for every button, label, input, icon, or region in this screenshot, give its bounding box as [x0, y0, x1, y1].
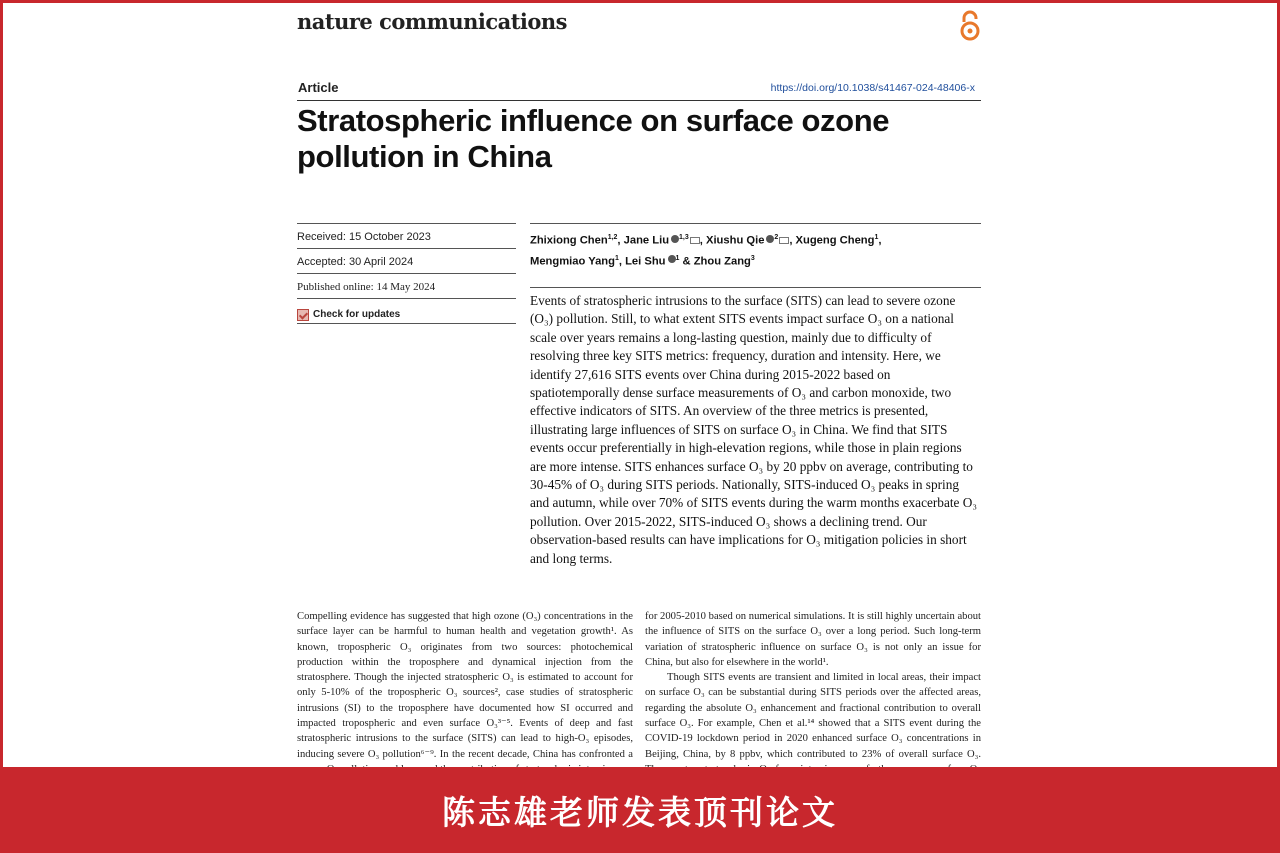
- author-name[interactable]: Mengmiao Yang: [530, 255, 615, 268]
- orcid-icon[interactable]: [671, 235, 679, 243]
- author-name[interactable]: , Xiushu Qie: [699, 234, 765, 247]
- publication-meta: [297, 223, 516, 324]
- accepted-date: Accepted: 30 April 2024: [297, 248, 516, 273]
- author-name[interactable]: Zhixiong Chen: [530, 234, 608, 247]
- author-affil: 2: [774, 234, 779, 241]
- check-updates-button[interactable]: [297, 298, 516, 323]
- author-affil: 1: [614, 254, 619, 262]
- journal-name: nature communications: [297, 9, 567, 34]
- orcid-icon[interactable]: [668, 255, 676, 263]
- received-date: Received: 15 October 2023: [297, 223, 516, 248]
- body-column-left: Compelling evidence has suggested that high ozone (O₃) concentrations in the surface layer can be harmful to human health and vegetation growth¹. As known, tropospheric O₃ originates from two sources: photochemical production within the troposphere and dynamical injection from the stratosphere. Though the injected stratospheric O₃ is estimated to account for only 5-10% of the tropospheric O₃ sources², case studies of stratospheric intrusions (SI) to the troposphere have documented how SI occurred and impacted tropospheric and even surface O₃³⁻⁵. Events of deep and fast stratospheric intrusions to the surface (SITS) can lead to high-O₃ episodes, inducing severe O₃ pollution⁶⁻⁹. In the recent decade, China has confronted a: [297, 611, 633, 760]
- author-affil: 1,2: [607, 234, 618, 241]
- caption-banner: [0, 767, 1280, 853]
- body-column-right: [645, 609, 981, 793]
- title-divider: [297, 100, 981, 101]
- check-updates-label: Check for updates: [313, 309, 401, 320]
- published-date: Published online: 14 May 2024: [297, 273, 516, 298]
- authors-divider: [530, 223, 981, 224]
- author-name[interactable]: , Xugeng Cheng: [789, 234, 875, 247]
- article-type: Article: [298, 80, 339, 95]
- email-icon[interactable]: [779, 237, 789, 244]
- email-icon[interactable]: [690, 237, 700, 244]
- paper-title: Stratospheric influence on surface ozone pollution in China: [297, 103, 890, 174]
- doi-link[interactable]: https://doi.org/10.1038/s41467-024-48406-x: [770, 82, 975, 94]
- author-affil: 1: [874, 234, 879, 241]
- body-paragraph: for 2005-2010 based on numerical simulations. It is still highly uncertain about the influence of SITS on the surface O₃ over a long period. Such long-term variation of stratospheric influence on surface O₃ is not only an issue for China, but also for elsewhere in the world¹.: [645, 611, 981, 668]
- author-affil: 1: [675, 254, 680, 262]
- abstract-divider: [530, 287, 981, 288]
- meta-divider: [297, 323, 516, 324]
- author-separator: ,: [878, 234, 882, 247]
- author-name[interactable]: , Jane Liu: [617, 234, 670, 247]
- author-name[interactable]: & Zhou Zang: [679, 255, 751, 268]
- body-paragraph: Though SITS events are transient and limited in local areas, their impact on surface O₃ can be substantial during SITS periods over the affected areas, regarding the absolute O₃ enhancement and fractional contribution to overall surface O₃. For example, Chen et al.¹⁴ showed that a SITS event during the COVID-19 lockdown period in 2020 enhanced surface O₃ concentrations in Beijing, China, by 8 ppbv, which contributed to 23% of overall surface O₃.: [645, 672, 981, 760]
- author-affil: 1,3: [679, 234, 689, 241]
- abstract: Events of stratospheric intrusions to the surface (SITS) can lead to severe ozone (O₃) pollution. Still, to what extent SITS events impact surface O₃ on a national scale over years remains a long-lasting question, mainly due to difficulty of resolving three key SITS metrics: frequency, duration and intensity. Here, we identify 27,616 SITS events over China during 2015-2022 based on spatiotemporally dense surface measurements of O₃ and carbon monoxide, two effective indicators of SITS. An overview of the three metrics is presented, illustrating large influences of SITS on surface O₃ in China. We find that SITS events occur preferentially in high-elevation regions, while those in plain regions are more intense. SITS enhances surface O₃ by 20 ppbv on average, contributing to 30-45% of O₃ during SITS periods. Nationally, SITS-induced O₃ peaks in spring and autumn, while over 70% of SITS events during the warm months exacerbate O₃ pollution. Over 2015-2022, SITS-induced O₃ shows a declining trend. Our observation-based results can have implications for O₃ mitigation policies in short and long terms.: [530, 293, 978, 566]
- author-affil: 3: [750, 254, 755, 262]
- open-access-icon: [958, 9, 982, 48]
- check-updates-icon: [297, 309, 309, 321]
- author-list: [530, 229, 990, 270]
- author-name[interactable]: , Lei Shu: [618, 255, 666, 268]
- banner-title: 陈志雄老师发表顶刊论文: [442, 792, 838, 832]
